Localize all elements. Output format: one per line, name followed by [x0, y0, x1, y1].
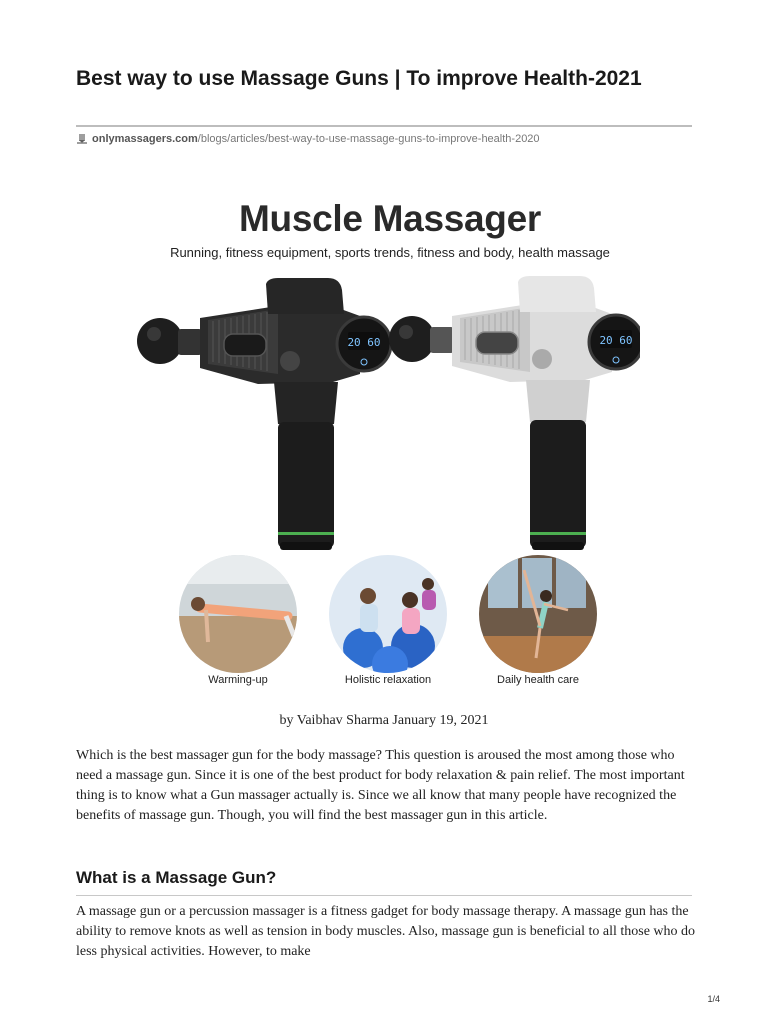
caption-daily-health-care: Daily health care — [497, 674, 579, 686]
section-paragraph: A massage gun or a percussion massager is a fitness gadget for body massage therapy. A massage gun has the ability to remove knots as well as tension in body muscles. Also, massage gun is beneficial to all those who do less physical activities. However, to make — [76, 904, 696, 959]
title-divider — [76, 125, 692, 127]
source-domain[interactable]: onlymassagers.com — [92, 133, 198, 145]
page-number: 1/4 — [707, 994, 720, 1004]
warming-up-photo — [178, 554, 298, 674]
section-divider — [76, 895, 692, 896]
caption-warming-up: Warming-up — [208, 674, 268, 686]
caption-holistic-relaxation: Holistic relaxation — [344, 674, 432, 686]
page-favicon-icon — [76, 133, 88, 145]
massager-illustration — [128, 196, 640, 696]
dark-massage-gun — [137, 278, 391, 550]
silver-gun-display-text: 20 60 — [599, 334, 633, 347]
hero-title: Muscle Massager — [239, 198, 541, 239]
hero-subtitle: Running, fitness equipment, sports trends, fitness and body, health massage — [170, 245, 610, 260]
holistic-relaxation-photo — [328, 554, 448, 682]
silver-massage-gun — [389, 276, 640, 550]
hero-image — [128, 196, 640, 696]
source-url[interactable] — [76, 132, 540, 146]
dark-gun-display-text: 20 60 — [347, 336, 381, 349]
daily-health-care-photo — [478, 554, 598, 674]
intro-paragraph: Which is the best massager gun for the body massage? This question is aroused the most among those who need a massage gun. Since it is one of the best product for body relaxation & pain relief. The most important thing is to know what a Gun massager actually is. Since we all know that many people have recognized the benefits of massage gun. Though, you will find the best massager gun in this article. — [76, 748, 685, 823]
source-path[interactable]: /blogs/articles/best-way-to-use-massage-guns-to-improve-health-2020 — [197, 133, 540, 145]
article-title: Best way to use Massage Guns | To improve Health-2021 — [76, 67, 642, 90]
section-heading: What is a Massage Gun? — [76, 868, 277, 887]
article-byline: by Vaibhav Sharma January 19, 2021 — [279, 713, 489, 728]
